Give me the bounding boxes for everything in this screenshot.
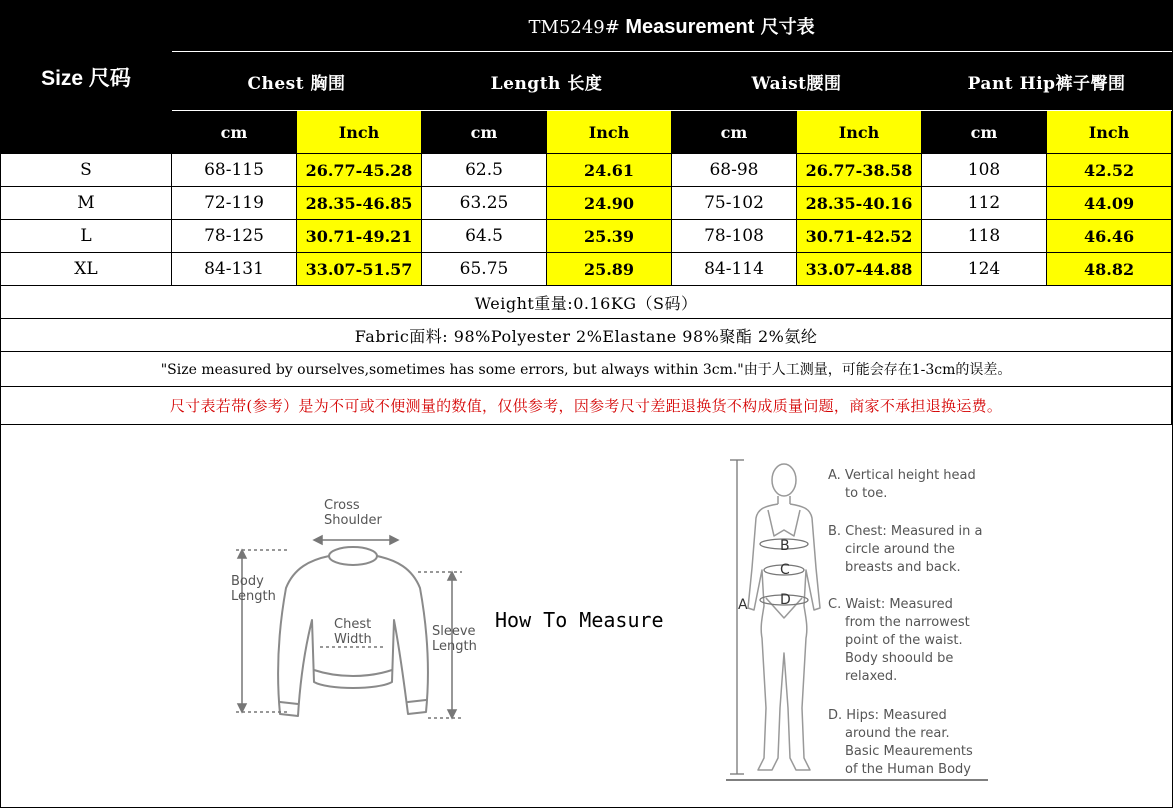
hip-inch: 46.46 (1047, 220, 1172, 253)
size-header: Size 尺码 (1, 1, 172, 154)
length-cm: 62.5 (422, 154, 547, 187)
size-cell: M (1, 187, 172, 220)
body-length-label (231, 574, 276, 604)
unit-inch: Inch (797, 111, 922, 154)
legend-line: A. Vertical height head (828, 468, 976, 483)
length-cm: 63.25 (422, 187, 547, 220)
length-inch: 24.61 (547, 154, 672, 187)
size-cell: S (1, 154, 172, 187)
label-line: Length (432, 639, 477, 654)
length-inch: 24.90 (547, 187, 672, 220)
waist-inch: 30.71-42.52 (797, 220, 922, 253)
legend-line: to toe. (845, 486, 888, 501)
chest-cm: 84-131 (172, 253, 297, 286)
group-chest: Chest 胸围 (172, 52, 422, 111)
label-line: Cross (324, 498, 360, 513)
unit-cm: cm (172, 111, 297, 154)
legend-d (828, 707, 998, 779)
unit-inch: Inch (1047, 111, 1172, 154)
hip-cm: 108 (922, 154, 1047, 187)
label-line: Body (231, 574, 264, 589)
legend-line: from the narrowest (845, 615, 970, 630)
label-line: Shoulder (324, 513, 382, 528)
fabric-row: Fabric面料: 98%Polyester 2%Elastane 98%聚酯 2%氨纶 (1, 319, 1172, 352)
waist-inch: 33.07-44.88 (797, 253, 922, 286)
label-line: Length (231, 589, 276, 604)
chest-inch: 30.71-49.21 (297, 220, 422, 253)
weight-row: Weight重量:0.16KG（S码） (1, 286, 1172, 319)
title-cn: 尺寸表 (754, 17, 815, 38)
size-cell: XL (1, 253, 172, 286)
chest-cm: 68-115 (172, 154, 297, 187)
length-inch: 25.89 (547, 253, 672, 286)
legend-line: relaxed. (845, 669, 898, 684)
legend-line: B. Chest: Measured in a (828, 524, 983, 539)
unit-inch: Inch (547, 111, 672, 154)
length-cm: 65.75 (422, 253, 547, 286)
size-cell: L (1, 220, 172, 253)
length-inch: 25.39 (547, 220, 672, 253)
waist-cm: 84-114 (672, 253, 797, 286)
unit-cm: cm (422, 111, 547, 154)
chart-title (172, 1, 1172, 52)
unit-cm: cm (922, 111, 1047, 154)
marker-b: B (780, 538, 790, 554)
how-to-measure-title: How To Measure (495, 608, 664, 632)
hip-inch: 48.82 (1047, 253, 1172, 286)
sleeve-length-label (432, 624, 477, 654)
legend-line: D. Hips: Measured (828, 708, 947, 723)
unit-inch: Inch (297, 111, 422, 154)
label-line: Chest (334, 617, 372, 632)
legend-line: circle around the (845, 542, 955, 557)
hip-inch: 44.09 (1047, 187, 1172, 220)
hip-inch: 42.52 (1047, 154, 1172, 187)
group-length: Length 长度 (422, 52, 672, 111)
table-row (1, 154, 1172, 187)
legend-line: around the rear. (845, 726, 950, 741)
table-row (1, 220, 1172, 253)
hip-cm: 118 (922, 220, 1047, 253)
chest-inch: 28.35-46.85 (297, 187, 422, 220)
hip-cm: 112 (922, 187, 1047, 220)
length-cm: 64.5 (422, 220, 547, 253)
label-line: Sleeve (432, 624, 476, 639)
legend-line: C. Waist: Measured (828, 597, 953, 612)
waist-cm: 78-108 (672, 220, 797, 253)
title-code: TM5249# (528, 17, 620, 38)
legend-line: Basic Meaurements (845, 744, 973, 759)
cross-shoulder-label (324, 498, 382, 528)
unit-cm: cm (672, 111, 797, 154)
label-line: Width (334, 632, 372, 647)
disclaimer-row: 尺寸表若带(参考）是为不可或不便测量的数值，仅供参考，因参考尺寸差距退换货不构成质量问题，商家不承担退换运费。 (1, 387, 1172, 425)
chest-inch: 33.07-51.57 (297, 253, 422, 286)
group-pant-hip: Pant Hip裤子臀围 (922, 52, 1172, 111)
legend-a (828, 467, 998, 503)
waist-cm: 68-98 (672, 154, 797, 187)
chest-inch: 26.77-45.28 (297, 154, 422, 187)
table-row (1, 253, 1172, 286)
chest-cm: 72-119 (172, 187, 297, 220)
measurement-note: "Size measured by ourselves,sometimes has some errors, but always within 3cm."由于人工测量，可能会存在1-3cm的误差。 (1, 352, 1172, 387)
legend-line: point of the waist. (845, 633, 963, 648)
legend-line: breasts and back. (845, 560, 961, 575)
waist-inch: 26.77-38.58 (797, 154, 922, 187)
chest-cm: 78-125 (172, 220, 297, 253)
marker-a: A (738, 597, 748, 613)
legend-b (828, 523, 998, 577)
group-waist: Waist腰围 (672, 52, 922, 111)
waist-cm: 75-102 (672, 187, 797, 220)
legend-c (828, 596, 998, 686)
marker-d: D (780, 592, 791, 608)
table-row (1, 187, 1172, 220)
legend-line: Body shoould be (845, 651, 954, 666)
legend-line: of the Human Body (845, 762, 971, 777)
marker-c: C (780, 562, 790, 578)
waist-inch: 28.35-40.16 (797, 187, 922, 220)
chest-width-label (334, 617, 372, 647)
title-en: Measurement (619, 16, 755, 38)
hip-cm: 124 (922, 253, 1047, 286)
